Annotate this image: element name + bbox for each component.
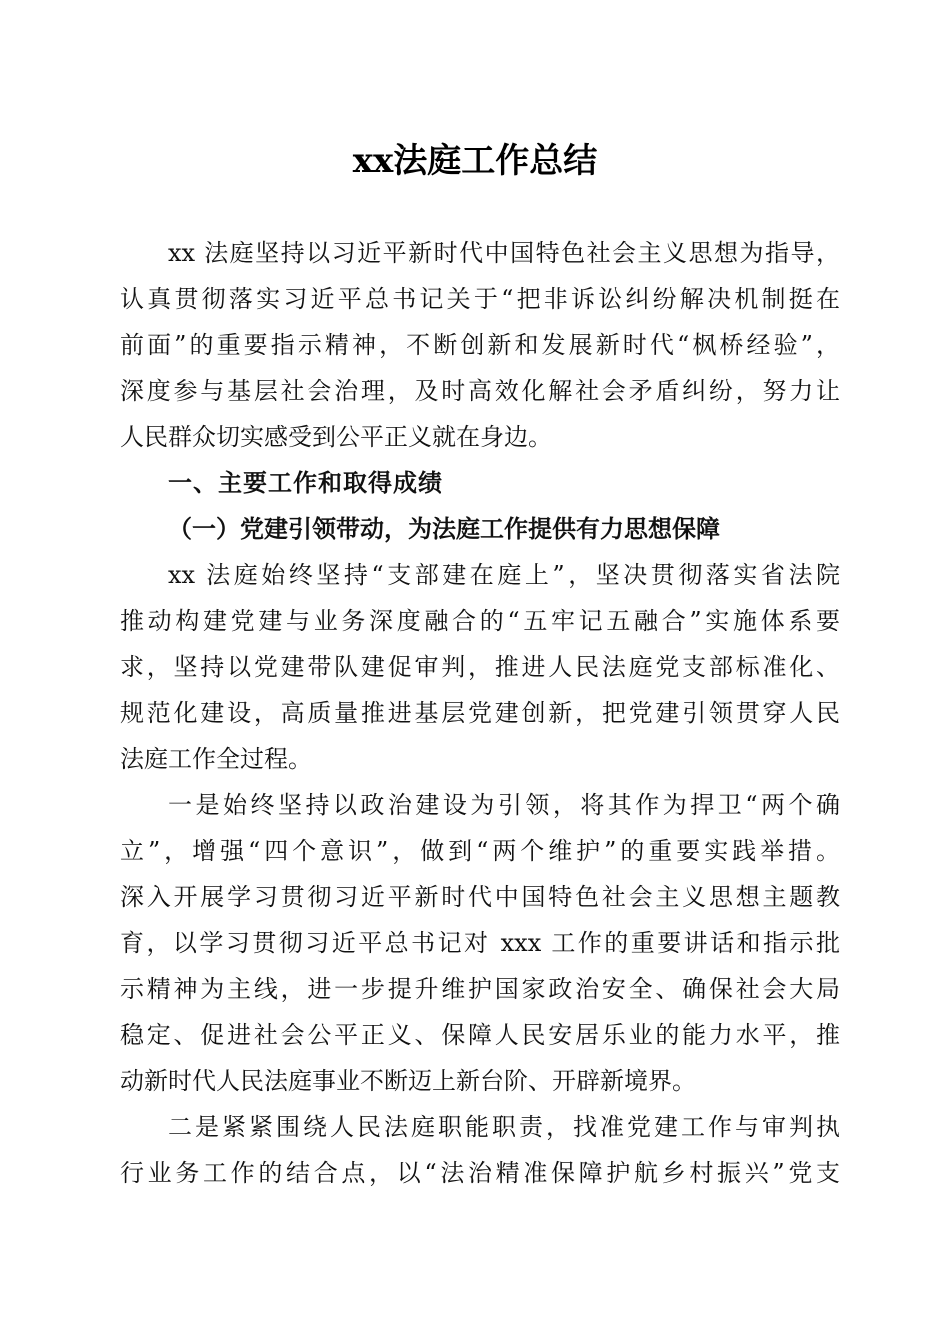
paragraph-line: 稳定、促进社会公平正义、保障人民安居乐业的能力水平，推 (120, 1021, 840, 1049)
paragraph-line: 法庭工作全过程。 (120, 745, 312, 773)
paragraph-line: 推动构建党建与业务深度融合的“五牢记五融合”实施体系要 (120, 607, 840, 635)
paragraph-line: 前面”的重要指示精神，不断创新和发展新时代“枫桥经验”， (120, 331, 840, 359)
paragraph-line: 认真贯彻落实习近平总书记关于“把非诉讼纠纷解决机制挺在 (120, 285, 840, 313)
paragraph-line: xx 法庭始终坚持“支部建在庭上”，坚决贯彻落实省法院 (168, 561, 840, 589)
subsection-heading: （一）党建引领带动，为法庭工作提供有力思想保障 (168, 514, 720, 543)
paragraph-line: 行业务工作的结合点，以“法治精准保障护航乡村振兴”党支 (120, 1159, 840, 1187)
paragraph-line: xx 法庭坚持以习近平新时代中国特色社会主义思想为指导， (168, 239, 840, 267)
paragraph-line: 示精神为主线，进一步提升维护国家政治安全、确保社会大局 (120, 975, 840, 1003)
paragraph-line: 二是紧紧围绕人民法庭职能职责，找准党建工作与审判执 (168, 1113, 840, 1141)
paragraph-line: 立”，增强“四个意识”，做到“两个维护”的重要实践举措。 (120, 837, 840, 865)
paragraph-line: 规范化建设，高质量推进基层党建创新，把党建引领贯穿人民 (120, 699, 840, 727)
paragraph-line: 求，坚持以党建带队建促审判，推进人民法庭党支部标准化、 (120, 653, 840, 681)
section-heading: 一、主要工作和取得成绩 (168, 469, 443, 497)
paragraph-line: 人民群众切实感受到公平正义就在身边。 (120, 423, 552, 451)
document-title: xx法庭工作总结 (352, 141, 598, 181)
paragraph-line: 深度参与基层社会治理，及时高效化解社会矛盾纠纷，努力让 (120, 377, 840, 405)
paragraph-line: 一是始终坚持以政治建设为引领，将其作为捍卫“两个确 (168, 791, 840, 819)
paragraph-line: 深入开展学习贯彻习近平新时代中国特色社会主义思想主题教 (120, 883, 840, 911)
paragraph-line: 动新时代人民法庭事业不断迈上新台阶、开辟新境界。 (120, 1067, 696, 1095)
paragraph-line: 育，以学习贯彻习近平总书记对 xxx 工作的重要讲话和指示批 (120, 929, 840, 957)
